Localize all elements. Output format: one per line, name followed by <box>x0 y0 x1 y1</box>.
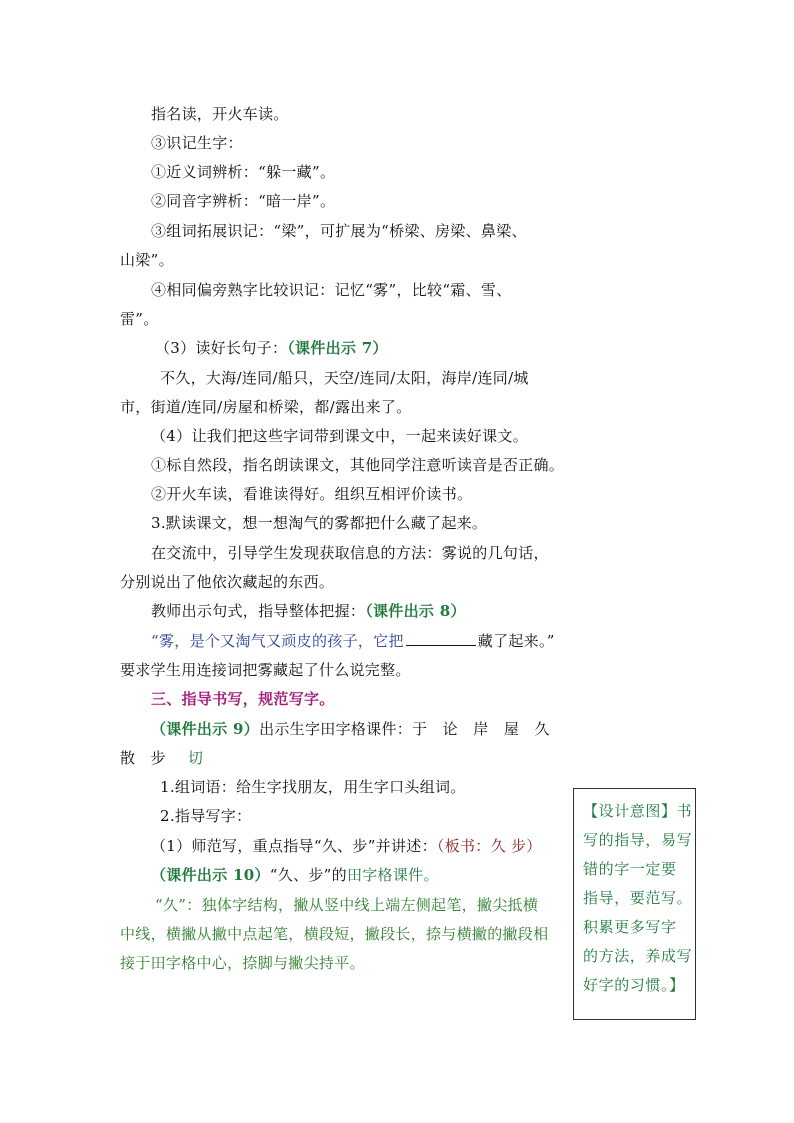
section-heading: 三、指导书写，规范写字。 <box>151 690 335 708</box>
paragraph-line: 1.组词语：给生字找朋友，用生字口头组词。 <box>160 778 466 796</box>
paragraph-line: 要求学生用连接词把雾藏起了什么说完整。 <box>120 661 411 679</box>
paragraph-line <box>151 601 466 621</box>
paragraph-line: （4）让我们把这些字词带到课文中，一起来读好课文。 <box>151 427 529 445</box>
character-list: 出示生字田字格课件：于 论 岸 屋 久 <box>259 720 550 738</box>
paragraph-line: ④相同偏旁熟字比较识记：记忆“雾”，比较“霜、雪、 <box>151 281 512 299</box>
design-intent-line: 写的指导，易写 <box>583 831 693 849</box>
design-intent-line: 【设计意图】书 <box>583 802 693 820</box>
design-intent-box <box>573 788 696 1020</box>
courseware-note: （课件出示 10） <box>151 866 270 884</box>
paragraph-line <box>151 865 439 885</box>
stroke-description: ：独体字结构，撇从竖中线上端左侧起笔，撇尖抵横 <box>186 896 539 914</box>
paragraph-line: 2.指导写字： <box>160 807 252 825</box>
paragraph-line: ②开火车读，看谁读得好。组织互相评价读书。 <box>151 485 473 503</box>
paragraph-line: 指名读，开火车读。 <box>151 105 289 123</box>
paragraph-line: 3.默读课文，想一想淘气的雾都把什么藏了起来。 <box>151 514 488 532</box>
courseware-note: （课件出示 8） <box>365 602 466 620</box>
paragraph-line: ③识记生字： <box>151 134 243 152</box>
quote-close: 藏了起来。” <box>477 632 555 650</box>
design-intent-line: 错的字一定要 <box>583 860 677 878</box>
courseware-note: （课件出示 9） <box>151 720 260 738</box>
quote-open: “雾，是个又淘气又顽皮的孩子，它把 <box>151 632 404 650</box>
paragraph-line <box>151 631 555 651</box>
paragraph-line <box>155 338 388 358</box>
design-intent-line: 的方法，养成写 <box>583 947 693 965</box>
step-label: （3）读好长句子： <box>155 339 288 357</box>
courseware-note: （课件出示 7） <box>287 339 388 357</box>
instruction-text: 教师出示句式，指导整体把握： <box>151 602 366 620</box>
paragraph-line: 不久，大海/连同/船只，天空/连同/太阳，海岸/连同/城 <box>160 369 529 387</box>
paragraph-line: 接于田字格中心，捺脚与撇尖持平。 <box>120 954 365 972</box>
paragraph-line: 中线，横撇从撇中点起笔，横段短，撇段长，捺与横撇的撇段相 <box>120 925 549 943</box>
paragraph-line <box>120 748 203 768</box>
paragraph-line <box>155 895 538 915</box>
design-intent-line: 指导，要范写。 <box>583 889 693 907</box>
paragraph-line: ①标自然段，指名朗读课文，其他同学注意听读音是否正确。 <box>151 456 565 474</box>
paragraph-line <box>151 836 542 856</box>
courseware-link: 田字格课件。 <box>346 866 439 884</box>
paragraph-line: 山梁”。 <box>120 251 174 269</box>
paragraph-line: 分别说出了他依次藏起的东西。 <box>120 573 335 591</box>
paragraph-line: 在交流中，引导学生发现获取信息的方法：雾说的几句话， <box>151 544 549 562</box>
courseware-text: “久、步”的 <box>269 866 347 884</box>
paragraph-line: ③组词拓展识记：“梁”，可扩展为“桥梁、房梁、鼻梁、 <box>151 222 527 240</box>
paragraph-line: 雷”。 <box>120 310 159 328</box>
board-note: （板书：久 步） <box>436 837 542 855</box>
design-intent-line: 积累更多写字 <box>583 918 677 936</box>
paragraph-line: 市，街道/连同/房屋和桥梁，都/露出来了。 <box>120 398 412 416</box>
step-label: （1）师范写，重点指导“久、步”并讲述： <box>151 837 437 855</box>
design-intent-line: 好字的习惯。】 <box>583 976 685 994</box>
fill-blank <box>406 631 476 646</box>
paragraph-line: ②同音字辨析：“暗一岸”。 <box>151 192 336 210</box>
paragraph-line <box>151 719 550 739</box>
character-highlight: 切 <box>187 749 204 767</box>
character-list: 散 步 <box>120 749 166 767</box>
character-quote: “久” <box>155 896 187 914</box>
paragraph-line: ①近义词辨析：“躲一藏”。 <box>151 163 336 181</box>
